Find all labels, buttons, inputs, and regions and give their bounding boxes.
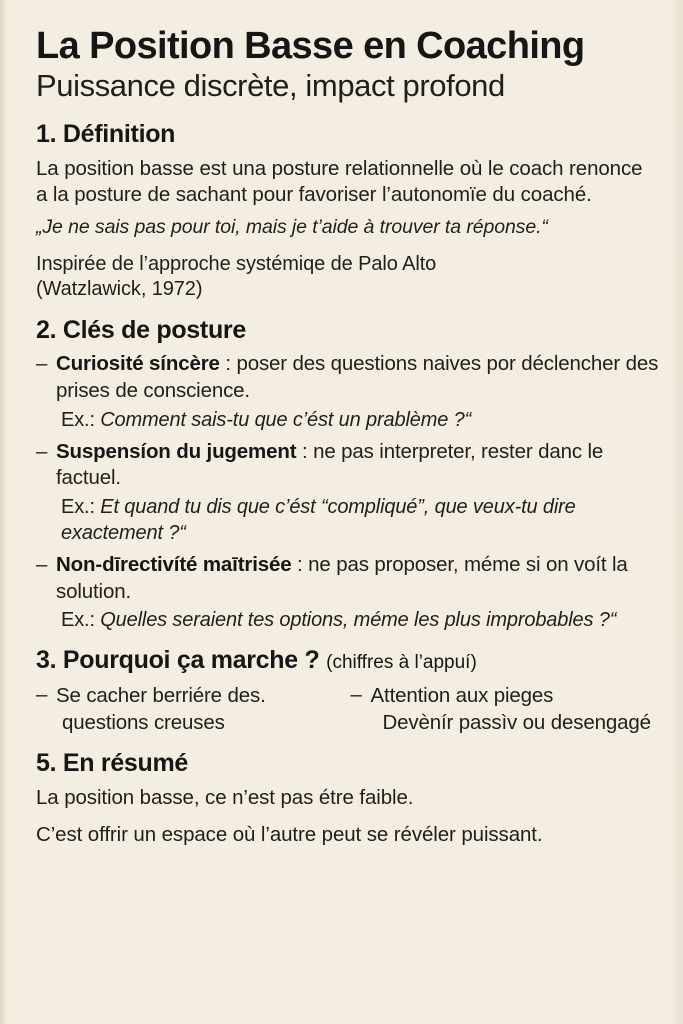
section-definition (36, 120, 659, 303)
why-column-left (36, 682, 345, 736)
bullet-example (56, 494, 659, 546)
why-left-line-2: questions creuses (62, 711, 225, 735)
why-left-line-1: Se cacher berriére des. (56, 684, 266, 708)
bullet-dash-icon: – (36, 439, 48, 463)
bullet-example (56, 607, 659, 633)
bullet-example-label: Ex.: (61, 609, 101, 632)
page-title: La Position Basse en Coaching (36, 25, 585, 67)
bullet-body (56, 440, 659, 546)
definition-quote: „Je ne sais pas pour toi, mais je t’aide à trouver ta réponse.“ (36, 216, 548, 239)
bullet-example-text: Et quand tu dis que c’ést “compliqué”, que veux-tu dire exactement ?“ (61, 496, 576, 545)
bullet-separator: : (219, 352, 237, 376)
why-columns (36, 682, 659, 736)
bullet-term: Curiosité síncère (56, 352, 220, 376)
bullet-example-label: Ex.: (61, 496, 101, 519)
bullet-dash-icon: – (36, 553, 48, 577)
section-why-heading-text: 3. Pourquoi ça marche ? (36, 646, 320, 675)
section-why-it-works (36, 646, 659, 736)
bullet-body (56, 352, 659, 432)
section-summary (36, 749, 659, 848)
bullet-description: ne pas proposer, méme si on voít la solution. (56, 553, 628, 603)
list-item (36, 439, 659, 546)
bullet-separator: : (291, 553, 309, 577)
definition-paragraph: La position basse est una posture relationnelle où le coach renonce a la posture de sachant pour favoriser l’autonomïe du coaché. (36, 156, 643, 207)
section-why-heading (36, 646, 659, 675)
page-subtitle: Puissance discrète, impact profond (36, 68, 505, 104)
definition-source-line-2: (Watzlawick, 1972) (36, 278, 203, 301)
list-item (36, 552, 659, 633)
bullet-description: ne pas interpreter, rester danc le factuel. (56, 439, 604, 490)
bullet-dash-icon: – (350, 683, 362, 707)
bullet-term: Suspensíon du jugement (56, 439, 297, 463)
bullet-dash-icon: – (36, 683, 48, 707)
bullet-example (56, 407, 659, 433)
section-postures (36, 316, 659, 634)
list-item (36, 351, 659, 432)
bullet-term: Non-dīrectivíté maītrisée (56, 553, 292, 577)
why-right-line-2: Devènír passìv ou desengagé (382, 711, 651, 735)
bullet-body (56, 553, 659, 633)
bullet-example-text: Quelles seraient tes options, méme les plus improbables ?“ (100, 609, 617, 632)
section-postures-heading: 2. Clés de posture (36, 315, 246, 344)
section-why-heading-note: (chiffres à l’appuí) (326, 652, 477, 674)
section-definition-heading: 1. Définition (36, 119, 176, 148)
bullet-example-text: Comment sais-tu que c’ést un prablème ?“ (100, 408, 472, 431)
summary-line-2: C’est offrir un espace où l’autre peut se révéler puissant. (36, 822, 543, 846)
bullet-separator: : (296, 439, 314, 463)
bullet-dash-icon: – (36, 352, 48, 376)
section-summary-heading: 5. En résumé (36, 749, 189, 778)
summary-line-1: La position basse, ce n’est pas étre faible. (36, 785, 414, 809)
bullet-example-label: Ex.: (61, 408, 101, 431)
bullet-description: poser des questions naives por déclencher des prises de conscience. (56, 352, 659, 403)
why-right-line-1: Attention aux pieges (370, 684, 554, 708)
why-column-right (345, 682, 660, 736)
definition-source-line-1: Inspirée de l’approche systémiqe de Palo Alto (36, 252, 437, 275)
